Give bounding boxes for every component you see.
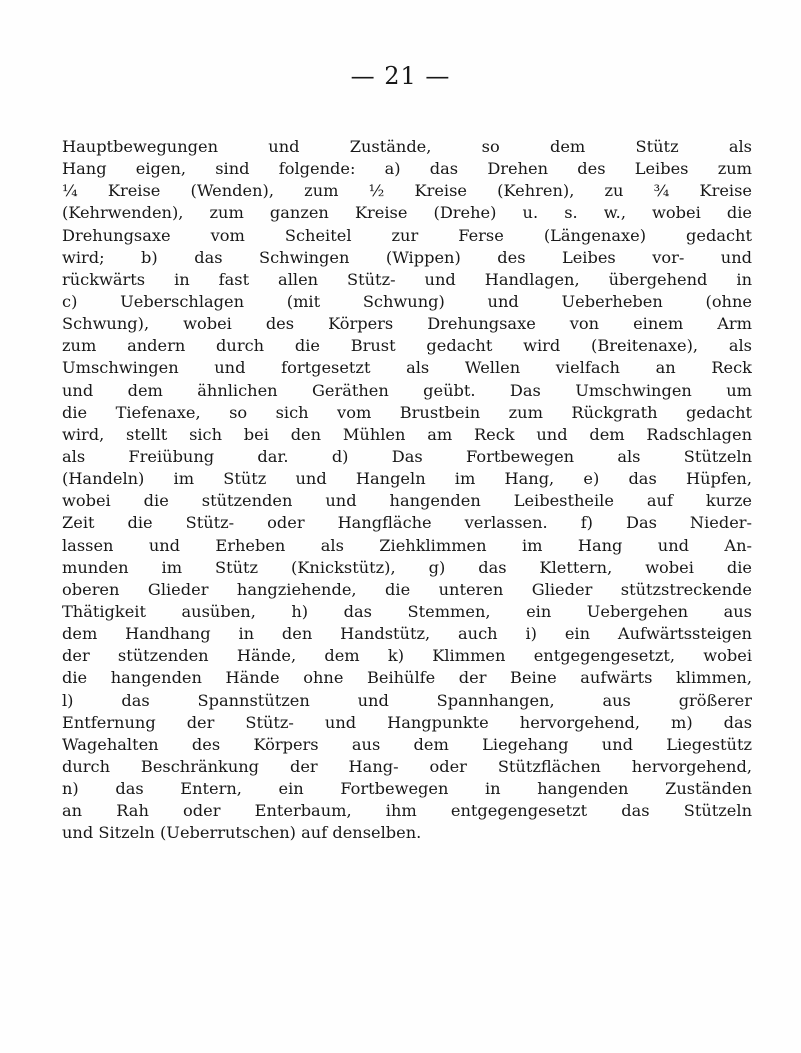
text-line: n) das Entern, ein Fortbewegen in hangenden Zuständen xyxy=(62,779,752,799)
text-line: wird, stellt sich bei den Mühlen am Reck und dem Radschlagen xyxy=(62,424,752,444)
text-line: Thätigkeit ausüben, h) das Stemmen, ein Uebergehen aus xyxy=(62,601,752,621)
page-number: — 21 — xyxy=(350,62,451,90)
text-line: Hang eigen, sind folgende: a) das Drehen des Leibes zum xyxy=(62,159,752,179)
text-line: oberen Glieder hangziehende, die unteren Glieder stützstreckende xyxy=(62,579,752,599)
text-line: l) das Spannstützen und Spannhangen, aus größerer xyxy=(62,690,752,710)
text-line: Schwung), wobei des Körpers Drehungsaxe von einem Arm xyxy=(62,314,752,334)
text-line: an Rah oder Enterbaum, ihm entgegengesetzt das Stützeln xyxy=(62,801,752,821)
text-line: Zeit die Stütz- oder Hangfläche verlassen. f) Das Nieder- xyxy=(62,513,752,533)
text-line: die Tiefenaxe, so sich vom Brustbein zum Rückgrath gedacht xyxy=(62,402,752,422)
text-line: und Sitzeln (Ueberrutschen) auf denselben. xyxy=(62,823,422,843)
text-line: c) Ueberschlagen (mit Schwung) und Ueberheben (ohne xyxy=(62,291,752,311)
text-line: dem Handhang in den Handstütz, auch i) ein Aufwärtssteigen xyxy=(62,624,752,644)
text-line: wobei die stützenden und hangenden Leibestheile auf kurze xyxy=(62,491,752,511)
body-paragraph xyxy=(62,136,752,845)
text-line: der stützenden Hände, dem k) Klimmen entgegengesetzt, wobei xyxy=(62,646,752,666)
text-line: ¼ Kreise (Wenden), zum ½ Kreise (Kehren), zu ¾ Kreise xyxy=(62,181,752,201)
text-line: munden im Stütz (Knickstütz), g) das Klettern, wobei die xyxy=(62,557,752,577)
text-line: (Kehrwenden), zum ganzen Kreise (Drehe) u. s. w., wobei die xyxy=(62,203,752,223)
text-line: als Freiübung dar. d) Das Fortbewegen als Stützeln xyxy=(62,446,752,466)
text-line: und dem ähnlichen Geräthen geübt. Das Umschwingen um xyxy=(62,380,752,400)
text-line: rückwärts in fast allen Stütz- und Handlagen, übergehend in xyxy=(62,269,752,289)
text-line: zum andern durch die Brust gedacht wird (Breitenaxe), als xyxy=(62,336,752,356)
text-line: Wagehalten des Körpers aus dem Liegehang und Liegestütz xyxy=(62,734,752,754)
text-line: durch Beschränkung der Hang- oder Stützflächen hervorgehend, xyxy=(62,756,752,776)
text-line: Drehungsaxe vom Scheitel zur Ferse (Längenaxe) gedacht xyxy=(62,225,752,245)
text-line: Hauptbewegungen und Zustände, so dem Stütz als xyxy=(62,137,752,156)
text-line: Umschwingen und fortgesetzt als Wellen vielfach an Reck xyxy=(62,358,752,378)
text-line: lassen und Erheben als Ziehklimmen im Hang und An- xyxy=(62,535,752,555)
text-line: die hangenden Hände ohne Beihülfe der Beine aufwärts klimmen, xyxy=(62,668,752,688)
text-line: Entfernung der Stütz- und Hangpunkte hervorgehend, m) das xyxy=(62,712,752,732)
text-line: (Handeln) im Stütz und Hangeln im Hang, e) das Hüpfen, xyxy=(62,469,752,489)
text-line: wird; b) das Schwingen (Wippen) des Leibes vor- und xyxy=(62,247,752,267)
